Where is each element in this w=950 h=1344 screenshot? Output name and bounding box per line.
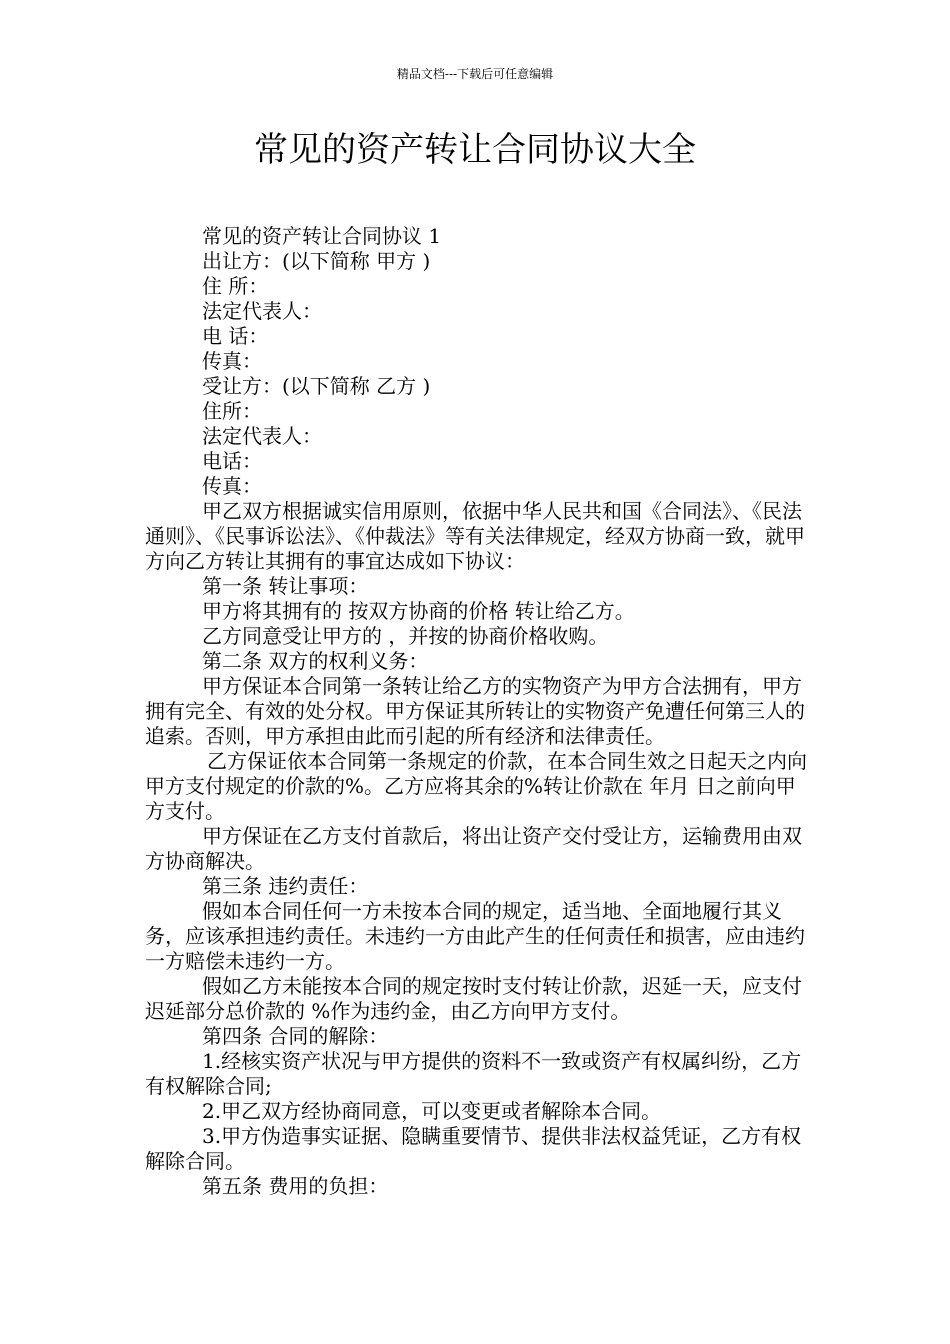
header-note: 精品文档---下载后可任意编辑 bbox=[396, 67, 554, 81]
document-title: 常见的资产转让合同协议大全 bbox=[254, 130, 696, 170]
assignor-address-field: 住 所： bbox=[202, 274, 269, 298]
preamble-paragraph: 甲乙双方根据诚实信用原则，依据中华人民共和国《合同法》、《民法通则》、《民事诉讼法》、《仲裁法》等有关法律规定，经双方协商一致，就甲方向乙方转让其拥有的事宜达成如下协议： bbox=[145, 499, 805, 573]
assignee-phone-field: 电话： bbox=[202, 449, 262, 473]
article-3-heading: 第三条 违约责任： bbox=[202, 874, 369, 898]
article-3-clause-1: 假如本合同任何一方未按本合同的规定，适当地、全面地履行其义务，应该承担违约责任。未违约一方由此产生的任何责任和损害，应由违约一方赔偿未违约一方。 bbox=[145, 899, 805, 973]
article-2-clause-1: 甲方保证本合同第一条转让给乙方的实物资产为甲方合法拥有，甲方拥有完全、有效的处分权。甲方保证其所转让的实物资产免遭任何第三人的追索。否则，甲方承担由此而引起的所有经济和法律责任。 bbox=[145, 674, 805, 748]
article-2-clause-3: 甲方保证在乙方支付首款后，将出让资产交付受让方，运输费用由双方协商解决。 bbox=[145, 824, 802, 873]
article-4-item-3: 3.甲方伪造事实证据、隐瞒重要情节、提供非法权益凭证，乙方有权解除合同。 bbox=[145, 1124, 802, 1173]
article-4-item-2: 2.甲乙双方经协商同意，可以变更或者解除本合同。 bbox=[202, 1099, 662, 1123]
assignee-address-field: 住所： bbox=[202, 399, 262, 423]
article-2-heading: 第二条 双方的权利义务： bbox=[202, 649, 429, 673]
article-4-item-1: 1.经核实资产状况与甲方提供的资料不一致或资产有权属纠纷，乙方有权解除合同; bbox=[145, 1049, 802, 1098]
article-1-clause-1: 甲方将其拥有的 按双方协商的价格 转让给乙方。 bbox=[202, 599, 635, 623]
assignor-line: 出让方：(以下简称 甲方 ) bbox=[202, 249, 431, 273]
assignee-line: 受让方：(以下简称 乙方 ) bbox=[202, 374, 431, 398]
assignor-fax-field: 传真： bbox=[202, 349, 262, 373]
article-3-clause-2: 假如乙方未能按本合同的规定按时支付转让价款，迟延一天，应支付迟延部分总价款的 %作为违约金，由乙方向甲方支付。 bbox=[145, 974, 802, 1023]
article-2-clause-2: 乙方保证依本合同第一条规定的价款，在本合同生效之日起天之内向甲方支付规定的价款的%。乙方应将其余的%转让价款在 年月 日之前向甲方支付。 bbox=[145, 749, 807, 823]
article-4-heading: 第四条 合同的解除： bbox=[202, 1024, 389, 1048]
article-5-heading: 第五条 费用的负担： bbox=[202, 1174, 389, 1198]
article-1-heading: 第一条 转让事项： bbox=[202, 574, 369, 598]
assignee-fax-field: 传真： bbox=[202, 474, 262, 498]
assignor-representative-field: 法定代表人： bbox=[202, 299, 322, 323]
section-heading: 常见的资产转让合同协议 1 bbox=[202, 224, 442, 248]
assignee-representative-field: 法定代表人： bbox=[202, 424, 322, 448]
article-1-clause-2: 乙方同意受让甲方的 ，并按的协商价格收购。 bbox=[202, 624, 609, 648]
document-body bbox=[145, 224, 810, 1199]
assignor-phone-field: 电 话： bbox=[202, 324, 269, 348]
